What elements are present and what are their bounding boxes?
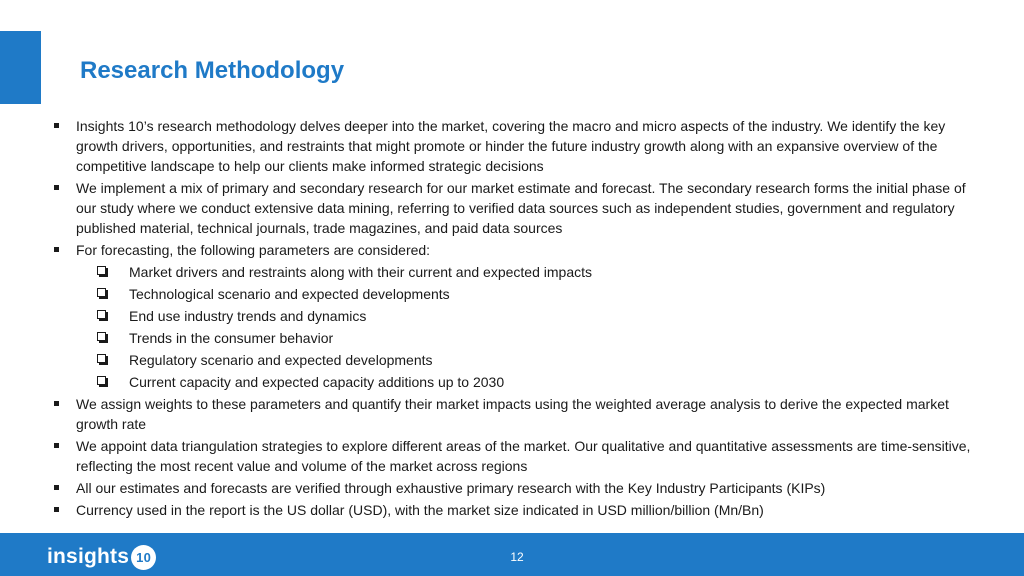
bullet-item [52, 178, 982, 238]
parameter-text: Market drivers and restraints along with their current and expected impacts [129, 264, 592, 280]
bullet-text: All our estimates and forecasts are verified through exhaustive primary research with the Key Industry Participants (KIPs) [76, 480, 826, 496]
bullet-item [52, 394, 982, 434]
square-bullet-icon [54, 507, 59, 512]
bullet-text: Currency used in the report is the US dollar (USD), with the market size indicated in USD million/billion (Mn/Bn) [76, 502, 764, 518]
checkbox-bullet-icon [97, 266, 106, 275]
square-bullet-icon [54, 123, 59, 128]
bullet-text: We appoint data triangulation strategies to explore different areas of the market. Our qualitative and quantitative assessments are time-sensitive, reflecting the most recent value and volume of the market across regions [76, 438, 971, 474]
parameter-item [52, 350, 982, 370]
checkbox-bullet-icon [97, 354, 106, 363]
parameter-text: Trends in the consumer behavior [129, 330, 334, 346]
bullet-item [52, 478, 982, 498]
square-bullet-icon [54, 485, 59, 490]
checkbox-bullet-icon [97, 310, 106, 319]
parameter-item [52, 306, 982, 326]
parameter-text: Technological scenario and expected developments [129, 286, 450, 302]
checkbox-bullet-icon [97, 376, 106, 385]
parameter-item [52, 328, 982, 348]
bullet-item [52, 116, 982, 176]
logo-text: insights [47, 545, 130, 568]
bullet-text: We assign weights to these parameters and quantify their market impacts using the weighted average analysis to derive the expected market growth rate [76, 396, 949, 432]
bullet-item [52, 240, 982, 260]
parameter-item [52, 372, 982, 392]
checkbox-bullet-icon [97, 288, 106, 297]
bullet-text: We implement a mix of primary and secondary research for our market estimate and forecast. The secondary research forms the initial phase of our study where we conduct extensive data mining, referring to verified data sources such as independent studies, government and regulatory published material, technical journals, trade magazines, and paid data sources [76, 180, 966, 236]
slide-title: Research Methodology [80, 57, 345, 84]
square-bullet-icon [54, 443, 59, 448]
square-bullet-icon [54, 185, 59, 190]
bullet-text: For forecasting, the following parameters are considered: [76, 242, 431, 258]
page-number: 12 [510, 550, 524, 564]
slide-content [52, 116, 982, 522]
title-accent-bar [0, 31, 41, 104]
parameter-text: Current capacity and expected capacity additions up to 2030 [129, 374, 505, 390]
checkbox-bullet-icon [97, 332, 106, 341]
bullet-text: Insights 10’s research methodology delves deeper into the market, covering the macro and micro aspects of the industry. We identify the key growth drivers, opportunities, and restraints that might promote or hinder the future industry growth along with an expansive overview of the competitive landscape to help our clients make informed strategic decisions [76, 118, 946, 174]
parameter-text: Regulatory scenario and expected developments [129, 352, 433, 368]
bullet-item [52, 500, 982, 520]
logo-number-badge: 10 [131, 545, 156, 570]
square-bullet-icon [54, 247, 59, 252]
parameter-text: End use industry trends and dynamics [129, 308, 367, 324]
bullet-item [52, 436, 982, 476]
square-bullet-icon [54, 401, 59, 406]
parameter-item [52, 262, 982, 282]
parameter-item [52, 284, 982, 304]
